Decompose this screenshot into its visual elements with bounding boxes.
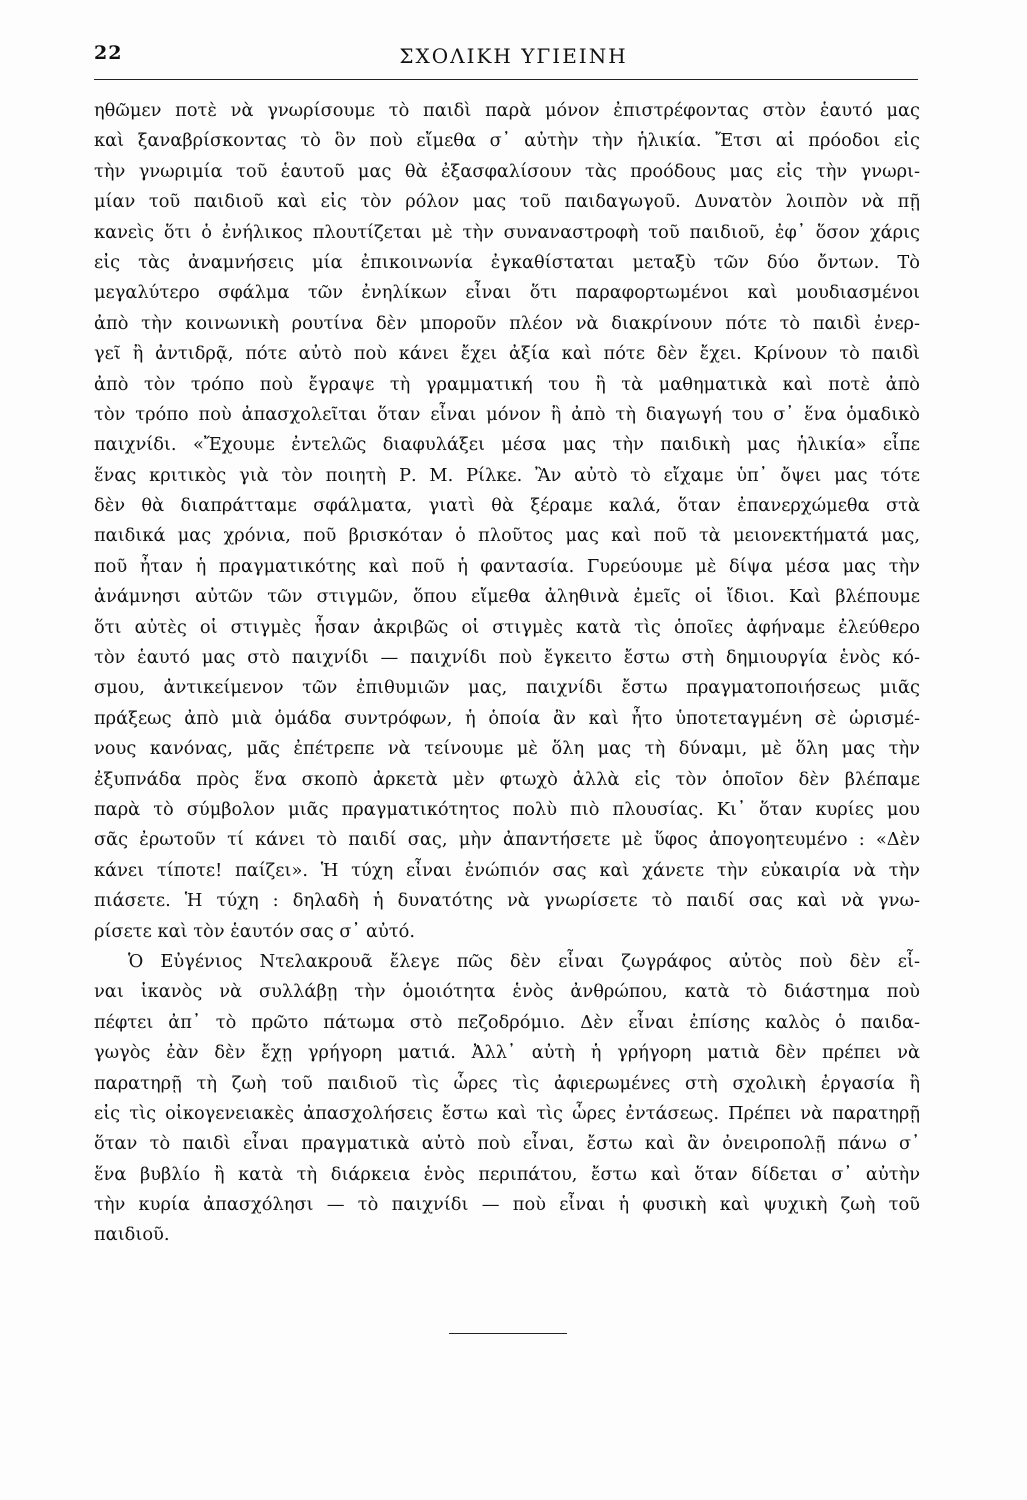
text-line: ρίσετε καὶ τὸν ἑαυτόν σας σ᾽ αὐτό. [94,920,416,942]
text-line: σᾶς ἐρωτοῦν τί κάνει τὸ παιδί σας, μὴν ἀπαντήσετε μὲ ὕφος ἀπογοητευμένο : «Δὲν [94,829,920,851]
text-line: ὅτι αὐτὲς οἱ στιγμὲς ἦσαν ἀκριβῶς οἱ στιγμὲς κατὰ τὶς ὁποῖες ἀφήναμε ἐλεύθερο [94,616,920,638]
text-line: δὲν θὰ διαπράτταμε σφάλματα, γιατὶ θὰ ξέραμε καλά, ὅταν ἐπανερχώμεθα στὰ [94,495,920,517]
text-line: ὅταν τὸ παιδὶ εἶναι πραγματικὰ αὐτὸ ποὺ εἶναι, ἔστω καὶ ἂν ὀνειροπολῇ πάνω σ᾽ [94,1133,920,1155]
text-line: παρατηρῇ τὴ ζωὴ τοῦ παιδιοῦ τὶς ὧρες τὶς ἀφιερωμένες στὴ σχολικὴ ἐργασία ἢ [94,1072,920,1094]
text-line: σμου, ἀντικείμενον τῶν ἐπιθυμιῶν μας, παιχνίδι ἔστω πραγματοποιήσεως μιᾶς [94,677,920,699]
body-text [94,96,920,1251]
text-line: Ὁ Εὐγένιος Ντελακρουᾶ ἔλεγε πῶς δὲν εἶναι ζωγράφος αὐτὸς ποὺ δὲν εἶ- [128,950,920,972]
text-line: νους κανόνας, μᾶς ἐπέτρεπε νὰ τείνουμε μὲ ὅλη μας τὴ δύναμι, μὲ ὅλη μας τὴν [94,738,920,760]
text-line: μίαν τοῦ παιδιοῦ καὶ εἰς τὸν ρόλον μας τοῦ παιδαγωγοῦ. Δυνατὸν λοιπὸν νὰ πῇ [94,191,920,213]
text-line: τὴν γνωριμία τοῦ ἑαυτοῦ μας θὰ ἐξασφαλίσουν τὰς προόδους μας εἰς τὴν γνωρι- [94,160,920,182]
text-line: κανεὶς ὅτι ὁ ἐνήλικος πλουτίζεται μὲ τὴν συναναστροφὴ τοῦ παιδιοῦ, ἐφ᾽ ὅσον χάρις [94,221,920,243]
text-line: ναι ἱκανὸς νὰ συλλάβῃ τὴν ὁμοιότητα ἑνὸς ἀνθρώπου, κατὰ τὸ διάστημα ποὺ [94,981,920,1003]
text-line: ποῦ ἦταν ἡ πραγματικότης καὶ ποῦ ἡ φαντασία. Γυρεύουμε μὲ δίψα μέσα μας τὴν [94,555,920,577]
text-line: τὴν κυρία ἀπασχόλησι — τὸ παιχνίδι — ποὺ εἶναι ἡ φυσικὴ καὶ ψυχικὴ ζωὴ τοῦ [94,1194,920,1216]
text-line: μεγαλύτερο σφάλμα τῶν ἐνηλίκων εἶναι ὅτι παραφορτωμένοι καὶ μουδιασμένοι [94,282,920,304]
text-line: γεῖ ἢ ἀντιδρᾷ, πότε αὐτὸ ποὺ κάνει ἔχει ἀξία καὶ πότε δὲν ἔχει. Κρίνουν τὸ παιδὶ [94,343,920,365]
text-line: ἀπὸ τὸν τρόπο ποὺ ἔγραψε τὴ γραμματική του ἢ τὰ μαθηματικὰ καὶ ποτὲ ἀπὸ [94,373,920,395]
text-line: ηθῶμεν ποτὲ νὰ γνωρίσουμε τὸ παιδὶ παρὰ μόνον ἐπιστρέφοντας στὸν ἑαυτό μας [94,100,920,121]
text-line: παιδικά μας χρόνια, ποῦ βρισκόταν ὁ πλοῦτος μας καὶ ποῦ τὰ μειονεκτήματά μας, [94,525,920,547]
end-of-section-rule [449,1333,567,1334]
text-line: πιάσετε. Ἡ τύχη : δηλαδὴ ἡ δυνατότης νὰ γνωρίσετε τὸ παιδί σας καὶ νὰ γνω- [94,890,920,912]
text-line: καὶ ξαναβρίσκοντας τὸ ὃν ποὺ εἴμεθα σ᾽ αὐτὴν τὴν ἡλικία. Ἔτσι αἱ πρόοδοι εἰς [94,130,920,152]
text-line: πέφτει ἀπ᾽ τὸ πρῶτο πάτωμα στὸ πεζοδρόμιο. Δὲν εἶναι ἐπίσης καλὸς ὁ παιδα- [94,1011,920,1033]
page-number: 22 [94,42,123,64]
text-line: ἀνάμνησι αὐτῶν τῶν στιγμῶν, ὅπου εἴμεθα ἀληθινὰ ἐμεῖς οἱ ἴδιοι. Καὶ βλέπουμε [94,586,920,608]
text-line: εἰς τὰς ἀναμνήσεις μία ἐπικοινωνία ἐγκαθίσταται μεταξὺ τῶν δύο ὄντων. Τὸ [94,251,920,273]
text-line: γωγὸς ἐὰν δὲν ἔχῃ γρήγορη ματιά. Ἀλλ᾽ αὐτὴ ἡ γρήγορη ματιὰ δὲν πρέπει νὰ [94,1042,920,1064]
text-line: ἕνας κριτικὸς γιὰ τὸν ποιητὴ Ρ. Μ. Ρίλκε. Ἂν αὐτὸ τὸ εἴχαμε ὑπ᾽ ὄψει μας τότε [94,464,920,486]
text-line: ἀπὸ τὴν κοινωνικὴ ρουτίνα δὲν μποροῦν πλέον νὰ διακρίνουν πότε τὸ παιδὶ ἐνερ- [94,312,920,334]
text-line: ἕνα βυβλίο ἢ κατὰ τὴ διάρκεια ἑνὸς περιπάτου, ἔστω καὶ ὅταν δίδεται σ᾽ αὐτὴν [94,1163,920,1185]
text-line: πράξεως ἀπὸ μιὰ ὁμάδα συντρόφων, ἡ ὁποία ἂν καὶ ἦτο ὑποτεταγμένη σὲ ὡρισμέ- [94,707,920,729]
text-line: παιχνίδι. «Ἔχουμε ἐντελῶς διαφυλάξει μέσα μας τὴν παιδικὴ μας ἡλικία» εἶπε [94,434,920,456]
text-line: τὸν ἑαυτό μας στὸ παιχνίδι — παιχνίδι ποὺ ἔγκειτο ἔστω στὴ δημιουργία ἑνὸς κό- [94,647,920,669]
text-line: εἰς τὶς οἰκογενειακὲς ἀπασχολήσεις ἔστω καὶ τὶς ὧρες ἐντάσεως. Πρέπει νὰ παρατηρῇ [94,1102,920,1124]
text-line: παρὰ τὸ σύμβολον μιᾶς πραγματικότητος πολὺ πιὸ πλουσίας. Κι᾽ ὅταν κυρίες μου [94,798,920,820]
running-title: ΣΧΟΛΙΚΗ ΥΓΙΕΙΝΗ [399,44,628,68]
header-rule [94,79,918,80]
text-line: παιδιοῦ. [94,1224,170,1246]
text-line: ἐξυπνάδα πρὸς ἕνα σκοπὸ ἀρκετὰ μὲν φτωχὸ ἀλλὰ εἰς τὸν ὁποῖον δὲν βλέπαμε [94,768,920,790]
text-line: τὸν τρόπο ποὺ ἀπασχολεῖται ὅταν εἶναι μόνον ἢ ἀπὸ τὴ διαγωγή του σ᾽ ἕνα ὁμαδικὸ [94,403,920,425]
text-line: κάνει τίποτε! παίζει». Ἡ τύχη εἶναι ἐνώπιόν σας καὶ χάνετε τὴν εὐκαιρία νὰ τὴν [94,859,920,881]
